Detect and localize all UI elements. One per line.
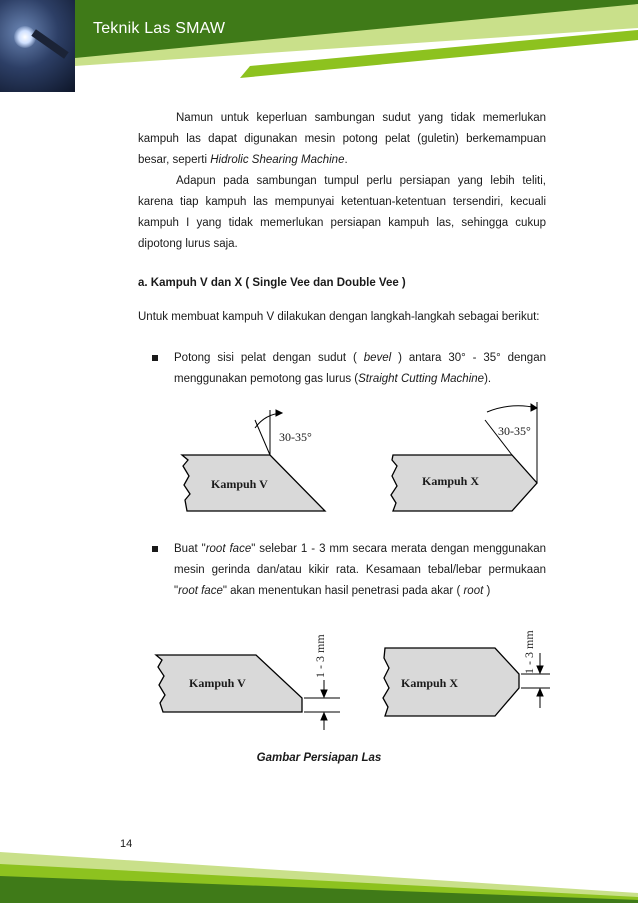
header-welding-photo <box>0 0 75 92</box>
header-title: Teknik Las SMAW <box>93 20 226 37</box>
label-kampuh-v-fig1: Kampuh V <box>211 477 268 491</box>
paragraph-2: Adapun pada sambungan tumpul perlu persiapan yang lebih teliti, karena tiap kampuh las mempunyai ketentuan-ketentuan tersendiri, kecuali kampuh I yang tidak memerlukan persiapan kampuh las, sehingga cukup dipotong lurus saja. <box>138 175 546 250</box>
label-kampuh-x-fig1: Kampuh X <box>422 474 480 488</box>
page-number: 14 <box>120 838 133 850</box>
rootface-dimension-v <box>304 680 340 730</box>
bullet-text-rootface: Buat "root face" selebar 1 - 3 mm secara merata dengan menggunakan mesin gerinda dan/atau kikir rata. Kesamaan tebal/lebar permukaan "root face" akan menentukan hasil penetrasi pada akar ( root ) <box>174 543 546 597</box>
label-kampuh-x-fig2: Kampuh X <box>401 676 459 690</box>
bullet-square-icon <box>152 546 158 552</box>
angle-label-x: 30-35° <box>498 424 531 438</box>
figure-caption: Gambar Persiapan Las <box>256 752 382 764</box>
angle-marker-v <box>255 410 282 455</box>
section-heading: a. Kampuh V dan X ( Single Vee dan Double Vee ) <box>138 277 406 289</box>
paragraph-1: Namun untuk keperluan sambungan sudut yang tidak memerlukan kampuh las dapat digunakan mesin potong pelat (guletin) berkemampuan besar, seperti Hidrolic Shearing Machine. <box>138 112 546 166</box>
rootface-label-v: 1 - 3 mm <box>313 634 327 678</box>
rootface-label-x: 1 - 3 mm <box>522 630 536 674</box>
bullet-text-bevel: Potong sisi pelat dengan sudut ( bevel ) antara 30° - 35° dengan menggunakan pemotong gas lurus (Straight Cutting Machine). <box>174 352 546 385</box>
welding-torch <box>31 29 68 58</box>
angle-label-v: 30-35° <box>279 430 312 444</box>
intro-paragraph: Untuk membuat kampuh V dilakukan dengan langkah-langkah sebagai berikut: <box>138 311 540 323</box>
bullet-square-icon <box>152 355 158 361</box>
label-kampuh-v-fig2: Kampuh V <box>189 676 246 690</box>
